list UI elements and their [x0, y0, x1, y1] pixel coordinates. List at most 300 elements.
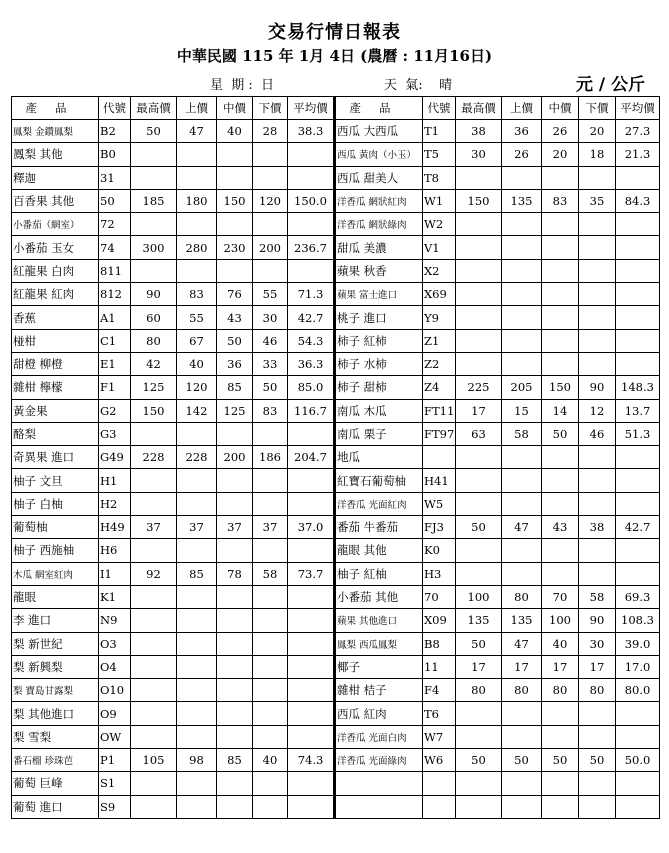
- right-product-code: Y9: [423, 306, 456, 329]
- right-price-upper: 15: [502, 399, 542, 422]
- right-price-lower: 80: [579, 679, 616, 702]
- left-price-middle: [217, 422, 253, 445]
- right-product-code: Z1: [423, 329, 456, 352]
- right-product-name: 蘋果 秋香: [335, 259, 423, 282]
- left-product-code: B0: [99, 143, 131, 166]
- right-price-upper: [502, 259, 542, 282]
- left-product-name: 椪柑: [12, 329, 99, 352]
- right-price-average: [616, 539, 660, 562]
- left-price-average: 204.7: [288, 446, 335, 469]
- left-price-middle: 125: [217, 399, 253, 422]
- right-product-name: 柿子 水柿: [335, 352, 423, 375]
- left-price-highest: 80: [131, 329, 177, 352]
- left-product-code: 50: [99, 189, 131, 212]
- right-price-lower: [579, 469, 616, 492]
- table-row: [12, 422, 660, 445]
- right-product-code: T8: [423, 166, 456, 189]
- left-price-upper: [177, 795, 217, 818]
- right-product-name: 柿子 紅柿: [335, 329, 423, 352]
- right-price-upper: [502, 306, 542, 329]
- left-price-highest: [131, 213, 177, 236]
- left-product-code: OW: [99, 725, 131, 748]
- left-product-code: O3: [99, 632, 131, 655]
- right-price-upper: [502, 283, 542, 306]
- right-price-upper: 135: [502, 609, 542, 632]
- left-price-upper: 142: [177, 399, 217, 422]
- right-price-highest: 17: [456, 655, 502, 678]
- right-price-highest: [456, 469, 502, 492]
- right-price-upper: 36: [502, 120, 542, 143]
- left-product-name: 紅龍果 紅肉: [12, 283, 99, 306]
- left-price-highest: 92: [131, 562, 177, 585]
- right-product-code: 70: [423, 585, 456, 608]
- right-price-average: [616, 329, 660, 352]
- left-price-upper: 37: [177, 516, 217, 539]
- left-price-lower: [253, 609, 288, 632]
- left-price-highest: 228: [131, 446, 177, 469]
- left-price-middle: 150: [217, 189, 253, 212]
- left-price-highest: 42: [131, 352, 177, 375]
- left-price-middle: 78: [217, 562, 253, 585]
- right-price-lower: 90: [579, 609, 616, 632]
- right-product-name: 洋香瓜 網狀紅肉: [335, 189, 423, 212]
- left-price-highest: [131, 539, 177, 562]
- left-price-upper: [177, 772, 217, 795]
- right-price-highest: 50: [456, 749, 502, 772]
- left-price-highest: [131, 725, 177, 748]
- right-price-average: 80.0: [616, 679, 660, 702]
- left-price-lower: [253, 632, 288, 655]
- left-price-average: [288, 422, 335, 445]
- right-price-lower: [579, 725, 616, 748]
- left-price-lower: [253, 795, 288, 818]
- left-product-name: 鳳梨 金鑽鳳梨: [12, 120, 99, 143]
- right-price-average: 148.3: [616, 376, 660, 399]
- left-price-highest: 185: [131, 189, 177, 212]
- left-price-upper: 67: [177, 329, 217, 352]
- right-price-lower: [579, 562, 616, 585]
- table-row: [12, 795, 660, 818]
- left-price-upper: [177, 492, 217, 515]
- left-price-upper: [177, 702, 217, 725]
- left-product-name: 雜柑 檸檬: [12, 376, 99, 399]
- left-price-middle: [217, 492, 253, 515]
- right-price-upper: 205: [502, 376, 542, 399]
- left-price-upper: [177, 166, 217, 189]
- right-product-name: 西瓜 黃肉（小玉）: [335, 143, 423, 166]
- left-price-lower: 50: [253, 376, 288, 399]
- right-product-code: W1: [423, 189, 456, 212]
- right-product-code: [423, 772, 456, 795]
- right-price-highest: 50: [456, 632, 502, 655]
- right-price-lower: [579, 795, 616, 818]
- right-price-middle: [542, 539, 579, 562]
- right-price-average: [616, 725, 660, 748]
- right-price-lower: [579, 539, 616, 562]
- left-price-lower: [253, 422, 288, 445]
- left-product-name: 梨 其他進口: [12, 702, 99, 725]
- right-price-upper: [502, 166, 542, 189]
- right-price-upper: [502, 795, 542, 818]
- right-product-name: 小番茄 其他: [335, 585, 423, 608]
- left-price-average: [288, 795, 335, 818]
- left-price-upper: [177, 539, 217, 562]
- right-price-upper: [502, 539, 542, 562]
- right-price-middle: [542, 469, 579, 492]
- left-price-upper: 55: [177, 306, 217, 329]
- right-price-middle: 100: [542, 609, 579, 632]
- right-price-lower: [579, 446, 616, 469]
- left-price-highest: [131, 492, 177, 515]
- left-price-average: 38.3: [288, 120, 335, 143]
- right-product-code: H3: [423, 562, 456, 585]
- right-price-upper: 58: [502, 422, 542, 445]
- left-price-lower: [253, 166, 288, 189]
- right-product-code: K0: [423, 539, 456, 562]
- left-price-highest: [131, 772, 177, 795]
- right-price-middle: [542, 306, 579, 329]
- header-average: 平均價: [288, 97, 335, 120]
- right-price-upper: 80: [502, 679, 542, 702]
- right-price-upper: 80: [502, 585, 542, 608]
- left-price-middle: [217, 795, 253, 818]
- right-price-lower: [579, 492, 616, 515]
- right-price-middle: 40: [542, 632, 579, 655]
- left-product-name: 黃金果: [12, 399, 99, 422]
- right-price-middle: [542, 166, 579, 189]
- table-body: [12, 120, 660, 819]
- right-product-name: 西瓜 大西瓜: [335, 120, 423, 143]
- right-price-average: [616, 492, 660, 515]
- table-row: [12, 609, 660, 632]
- left-price-average: [288, 725, 335, 748]
- left-price-highest: [131, 702, 177, 725]
- header-upper: 上價: [502, 97, 542, 120]
- left-price-lower: 40: [253, 749, 288, 772]
- right-price-highest: [456, 166, 502, 189]
- left-product-name: 柚子 西施柚: [12, 539, 99, 562]
- table-row: [12, 143, 660, 166]
- right-price-upper: [502, 562, 542, 585]
- right-price-lower: [579, 259, 616, 282]
- right-price-highest: [456, 259, 502, 282]
- left-price-upper: [177, 655, 217, 678]
- right-price-lower: [579, 329, 616, 352]
- right-product-name: 雜柑 桔子: [335, 679, 423, 702]
- left-price-upper: 85: [177, 562, 217, 585]
- left-price-average: [288, 679, 335, 702]
- right-price-middle: 43: [542, 516, 579, 539]
- left-product-code: E1: [99, 352, 131, 375]
- left-price-lower: 37: [253, 516, 288, 539]
- left-price-highest: 150: [131, 399, 177, 422]
- left-product-code: H6: [99, 539, 131, 562]
- left-price-middle: 37: [217, 516, 253, 539]
- left-product-code: 74: [99, 236, 131, 259]
- table-row: [12, 749, 660, 772]
- right-price-upper: [502, 236, 542, 259]
- left-product-name: 柚子 文旦: [12, 469, 99, 492]
- report-date: 中華民國 115 年 1月 4日 (農曆 : 11月16日): [176, 47, 493, 65]
- right-price-highest: [456, 446, 502, 469]
- left-price-upper: 280: [177, 236, 217, 259]
- weekday-label: 星 期 : 日: [210, 78, 275, 93]
- right-price-middle: 83: [542, 189, 579, 212]
- right-product-code: FJ3: [423, 516, 456, 539]
- left-price-lower: [253, 585, 288, 608]
- right-product-name: 桃子 進口: [335, 306, 423, 329]
- table-row: [12, 446, 660, 469]
- left-price-average: 37.0: [288, 516, 335, 539]
- right-price-upper: [502, 352, 542, 375]
- left-price-average: 150.0: [288, 189, 335, 212]
- right-product-name: 柚子 紅柚: [335, 562, 423, 585]
- header-upper: 上價: [177, 97, 217, 120]
- right-price-upper: [502, 329, 542, 352]
- right-product-code: Z4: [423, 376, 456, 399]
- left-product-name: 番石榴 珍珠芭: [12, 749, 99, 772]
- right-product-code: H41: [423, 469, 456, 492]
- left-product-code: F1: [99, 376, 131, 399]
- left-price-middle: 230: [217, 236, 253, 259]
- right-product-name: 鳳梨 西瓜鳳梨: [335, 632, 423, 655]
- left-price-highest: [131, 143, 177, 166]
- left-price-upper: 228: [177, 446, 217, 469]
- right-price-average: 84.3: [616, 189, 660, 212]
- table-row: [12, 492, 660, 515]
- left-price-lower: [253, 539, 288, 562]
- left-price-lower: [253, 259, 288, 282]
- table-row: [12, 469, 660, 492]
- left-product-code: S1: [99, 772, 131, 795]
- right-price-upper: 47: [502, 516, 542, 539]
- right-price-middle: 20: [542, 143, 579, 166]
- right-product-name: 椰子: [335, 655, 423, 678]
- right-price-lower: [579, 306, 616, 329]
- right-price-average: [616, 352, 660, 375]
- left-price-middle: [217, 469, 253, 492]
- right-price-middle: 80: [542, 679, 579, 702]
- header-product: 產品: [335, 97, 423, 120]
- right-product-code: B8: [423, 632, 456, 655]
- right-price-average: [616, 469, 660, 492]
- left-product-name: 百香果 其他: [12, 189, 99, 212]
- right-product-code: FT97: [423, 422, 456, 445]
- right-price-lower: [579, 283, 616, 306]
- right-price-average: [616, 772, 660, 795]
- table-row: [12, 632, 660, 655]
- left-price-upper: [177, 143, 217, 166]
- right-price-middle: [542, 795, 579, 818]
- price-unit: 元 / 公斤: [576, 75, 646, 95]
- left-price-middle: 200: [217, 446, 253, 469]
- right-product-code: V1: [423, 236, 456, 259]
- left-price-average: 36.3: [288, 352, 335, 375]
- right-price-middle: [542, 446, 579, 469]
- right-price-average: [616, 306, 660, 329]
- right-price-upper: 17: [502, 655, 542, 678]
- left-product-name: 釋迦: [12, 166, 99, 189]
- right-price-lower: [579, 236, 616, 259]
- table-row: [12, 306, 660, 329]
- table-row: [12, 772, 660, 795]
- right-product-code: W7: [423, 725, 456, 748]
- left-product-name: 奇異果 進口: [12, 446, 99, 469]
- left-price-upper: [177, 679, 217, 702]
- right-product-code: X09: [423, 609, 456, 632]
- left-price-average: [288, 492, 335, 515]
- right-price-middle: 50: [542, 749, 579, 772]
- left-price-average: [288, 702, 335, 725]
- right-price-middle: [542, 725, 579, 748]
- left-price-middle: [217, 655, 253, 678]
- header-code: 代號: [423, 97, 456, 120]
- left-product-code: 72: [99, 213, 131, 236]
- price-table: [11, 96, 660, 819]
- left-product-code: 31: [99, 166, 131, 189]
- left-price-average: [288, 655, 335, 678]
- right-product-name: 洋香瓜 網狀綠肉: [335, 213, 423, 236]
- right-price-upper: 50: [502, 749, 542, 772]
- right-price-highest: [456, 702, 502, 725]
- right-product-name: [335, 772, 423, 795]
- left-price-highest: 50: [131, 120, 177, 143]
- right-price-middle: 150: [542, 376, 579, 399]
- right-price-average: 50.0: [616, 749, 660, 772]
- right-price-average: 13.7: [616, 399, 660, 422]
- left-price-upper: 40: [177, 352, 217, 375]
- left-price-upper: 98: [177, 749, 217, 772]
- left-price-average: [288, 772, 335, 795]
- left-product-name: 小番茄（網室）: [12, 213, 99, 236]
- right-price-middle: [542, 702, 579, 725]
- right-price-highest: 63: [456, 422, 502, 445]
- right-product-code: T6: [423, 702, 456, 725]
- right-product-name: 南瓜 栗子: [335, 422, 423, 445]
- right-price-average: [616, 236, 660, 259]
- left-product-name: 梨 雪梨: [12, 725, 99, 748]
- right-price-highest: 17: [456, 399, 502, 422]
- header-highest: 最高價: [456, 97, 502, 120]
- right-price-upper: [502, 492, 542, 515]
- right-price-lower: 20: [579, 120, 616, 143]
- right-price-middle: [542, 562, 579, 585]
- left-price-lower: 28: [253, 120, 288, 143]
- left-product-name: 葡萄 巨峰: [12, 772, 99, 795]
- right-price-upper: [502, 725, 542, 748]
- right-price-middle: [542, 772, 579, 795]
- right-price-highest: [456, 213, 502, 236]
- left-product-name: 梨 新世紀: [12, 632, 99, 655]
- right-product-code: Z2: [423, 352, 456, 375]
- right-product-code: [423, 446, 456, 469]
- left-price-lower: [253, 725, 288, 748]
- left-price-average: [288, 609, 335, 632]
- left-price-highest: [131, 259, 177, 282]
- right-price-average: 69.3: [616, 585, 660, 608]
- right-product-code: W2: [423, 213, 456, 236]
- left-price-upper: [177, 422, 217, 445]
- left-product-code: 812: [99, 283, 131, 306]
- right-product-name: 紅寶石葡萄柚: [335, 469, 423, 492]
- left-product-name: 葡萄 進口: [12, 795, 99, 818]
- left-price-upper: [177, 609, 217, 632]
- right-price-middle: [542, 352, 579, 375]
- header-code: 代號: [99, 97, 131, 120]
- right-price-highest: 38: [456, 120, 502, 143]
- right-product-name: 洋香瓜 光面白肉: [335, 725, 423, 748]
- left-price-middle: 43: [217, 306, 253, 329]
- right-product-name: 甜瓜 美濃: [335, 236, 423, 259]
- left-price-middle: [217, 725, 253, 748]
- right-product-code: T1: [423, 120, 456, 143]
- right-product-code: X2: [423, 259, 456, 282]
- right-price-average: 42.7: [616, 516, 660, 539]
- left-price-lower: [253, 213, 288, 236]
- left-price-middle: [217, 539, 253, 562]
- weather-label: 天 氣: 晴: [384, 78, 453, 93]
- left-product-name: 鳳梨 其他: [12, 143, 99, 166]
- table-row: [12, 702, 660, 725]
- right-price-average: 21.3: [616, 143, 660, 166]
- left-price-lower: 200: [253, 236, 288, 259]
- left-price-upper: [177, 632, 217, 655]
- right-price-lower: [579, 166, 616, 189]
- left-price-average: [288, 585, 335, 608]
- left-product-name: 紅龍果 白肉: [12, 259, 99, 282]
- right-price-highest: [456, 306, 502, 329]
- left-price-highest: 37: [131, 516, 177, 539]
- left-price-middle: 50: [217, 329, 253, 352]
- left-price-lower: [253, 655, 288, 678]
- right-price-highest: [456, 492, 502, 515]
- right-price-middle: [542, 259, 579, 282]
- left-price-upper: 180: [177, 189, 217, 212]
- right-product-code: 11: [423, 655, 456, 678]
- left-price-average: 42.7: [288, 306, 335, 329]
- right-price-middle: 14: [542, 399, 579, 422]
- left-price-highest: [131, 469, 177, 492]
- left-product-name: 葡萄柚: [12, 516, 99, 539]
- left-price-highest: [131, 655, 177, 678]
- left-price-upper: [177, 725, 217, 748]
- right-price-lower: 12: [579, 399, 616, 422]
- left-price-highest: [131, 166, 177, 189]
- left-price-middle: 76: [217, 283, 253, 306]
- left-price-highest: [131, 585, 177, 608]
- left-price-average: 71.3: [288, 283, 335, 306]
- right-price-lower: 38: [579, 516, 616, 539]
- left-price-middle: [217, 143, 253, 166]
- left-price-middle: [217, 679, 253, 702]
- right-price-upper: 135: [502, 189, 542, 212]
- left-product-name: 梨 寶島甘露梨: [12, 679, 99, 702]
- left-product-code: P1: [99, 749, 131, 772]
- right-price-highest: 225: [456, 376, 502, 399]
- left-price-middle: 40: [217, 120, 253, 143]
- left-price-average: [288, 539, 335, 562]
- right-price-middle: 50: [542, 422, 579, 445]
- left-price-lower: [253, 492, 288, 515]
- left-price-upper: [177, 469, 217, 492]
- left-price-lower: 120: [253, 189, 288, 212]
- left-product-name: 甜橙 柳橙: [12, 352, 99, 375]
- right-price-highest: 100: [456, 585, 502, 608]
- right-price-highest: 30: [456, 143, 502, 166]
- left-price-highest: 125: [131, 376, 177, 399]
- left-price-upper: [177, 259, 217, 282]
- left-price-middle: 85: [217, 376, 253, 399]
